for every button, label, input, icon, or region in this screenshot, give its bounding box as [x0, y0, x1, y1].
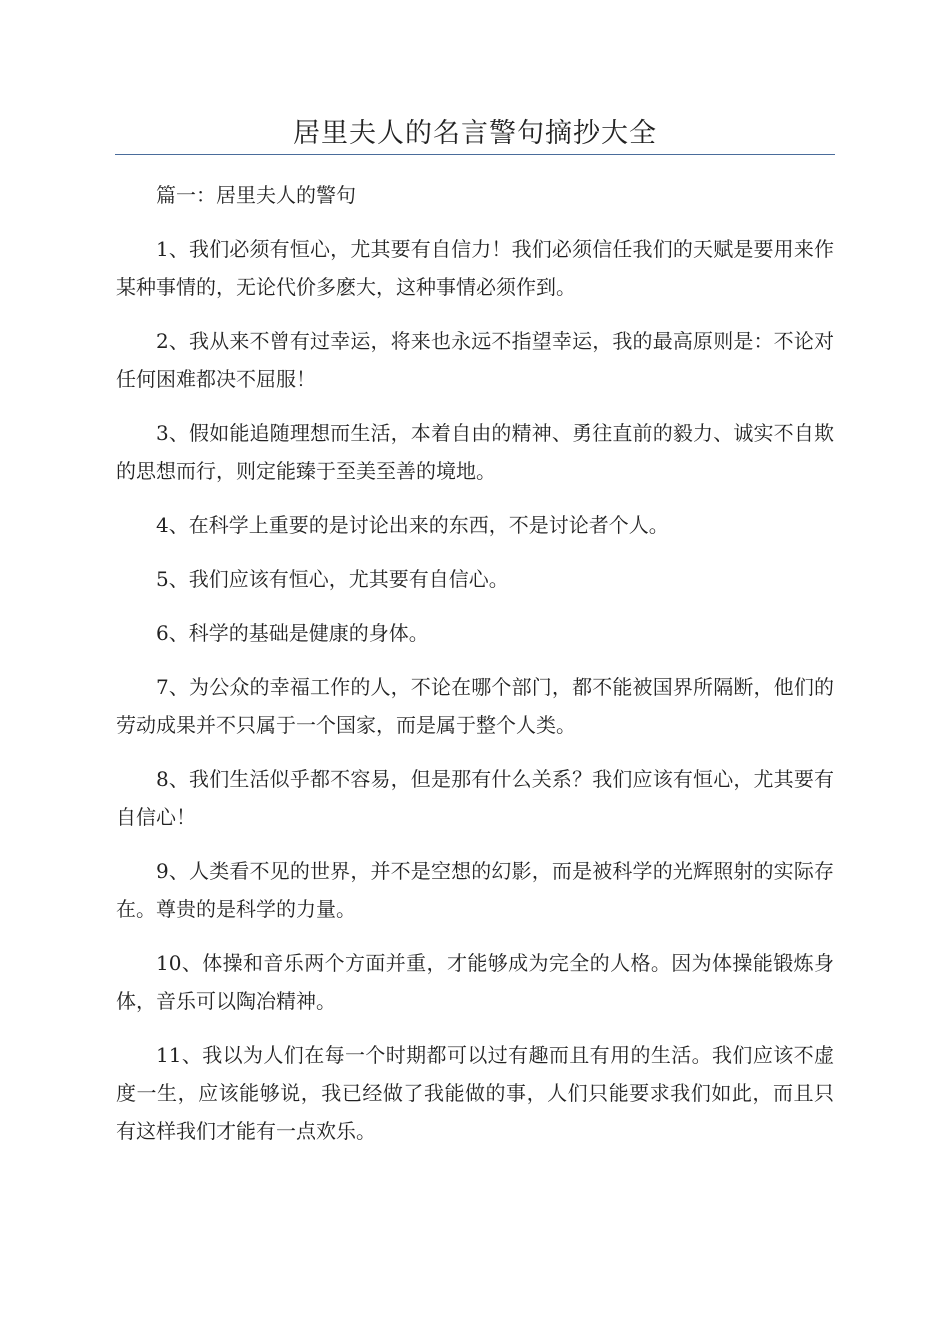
- quote-paragraph: 9、人类看不见的世界，并不是空想的幻影，而是被科学的光辉照射的实际存在。尊贵的是科学的力量。: [116, 859, 834, 921]
- quote-paragraph: 7、为公众的幸福工作的人，不论在哪个部门，都不能被国界所隔断，他们的劳动成果并不只属于一个国家，而是属于整个人类。: [116, 675, 834, 737]
- quote-paragraph: 2、我从来不曾有过幸运，将来也永远不指望幸运，我的最高原则是：不论对任何困难都决不屈服！: [116, 329, 834, 391]
- quote-paragraph: 6、科学的基础是健康的身体。: [156, 621, 429, 645]
- document-title: 居里夫人的名言警句摘抄大全: [293, 118, 657, 149]
- quote-paragraph: 4、在科学上重要的是讨论出来的东西，不是讨论者个人。: [156, 513, 669, 537]
- title-underline: [115, 154, 835, 155]
- quote-paragraph: 11、我以为人们在每一个时期都可以过有趣而且有用的生活。我们应该不虚度一生，应该能够说，我已经做了我能做的事，人们只能要求我们如此，而且只有这样我们才能有一点欢乐。: [116, 1043, 834, 1143]
- quote-paragraph: 3、假如能追随理想而生活，本着自由的精神、勇往直前的毅力、诚实不自欺的思想而行，则定能臻于至美至善的境地。: [116, 421, 834, 483]
- section-heading: 篇一：居里夫人的警句: [156, 183, 356, 207]
- quote-paragraph: 1、我们必须有恒心，尤其要有自信力！我们必须信任我们的天赋是要用来作某种事情的，无论代价多麽大，这种事情必须作到。: [116, 237, 834, 299]
- quote-paragraph: 8、我们生活似乎都不容易，但是那有什么关系？我们应该有恒心，尤其要有自信心！: [116, 767, 834, 829]
- document-body: [116, 176, 834, 1166]
- quote-paragraph: 5、我们应该有恒心，尤其要有自信心。: [156, 567, 509, 591]
- quote-paragraph: 10、体操和音乐两个方面并重，才能够成为完全的人格。因为体操能锻炼身体，音乐可以陶冶精神。: [116, 951, 834, 1013]
